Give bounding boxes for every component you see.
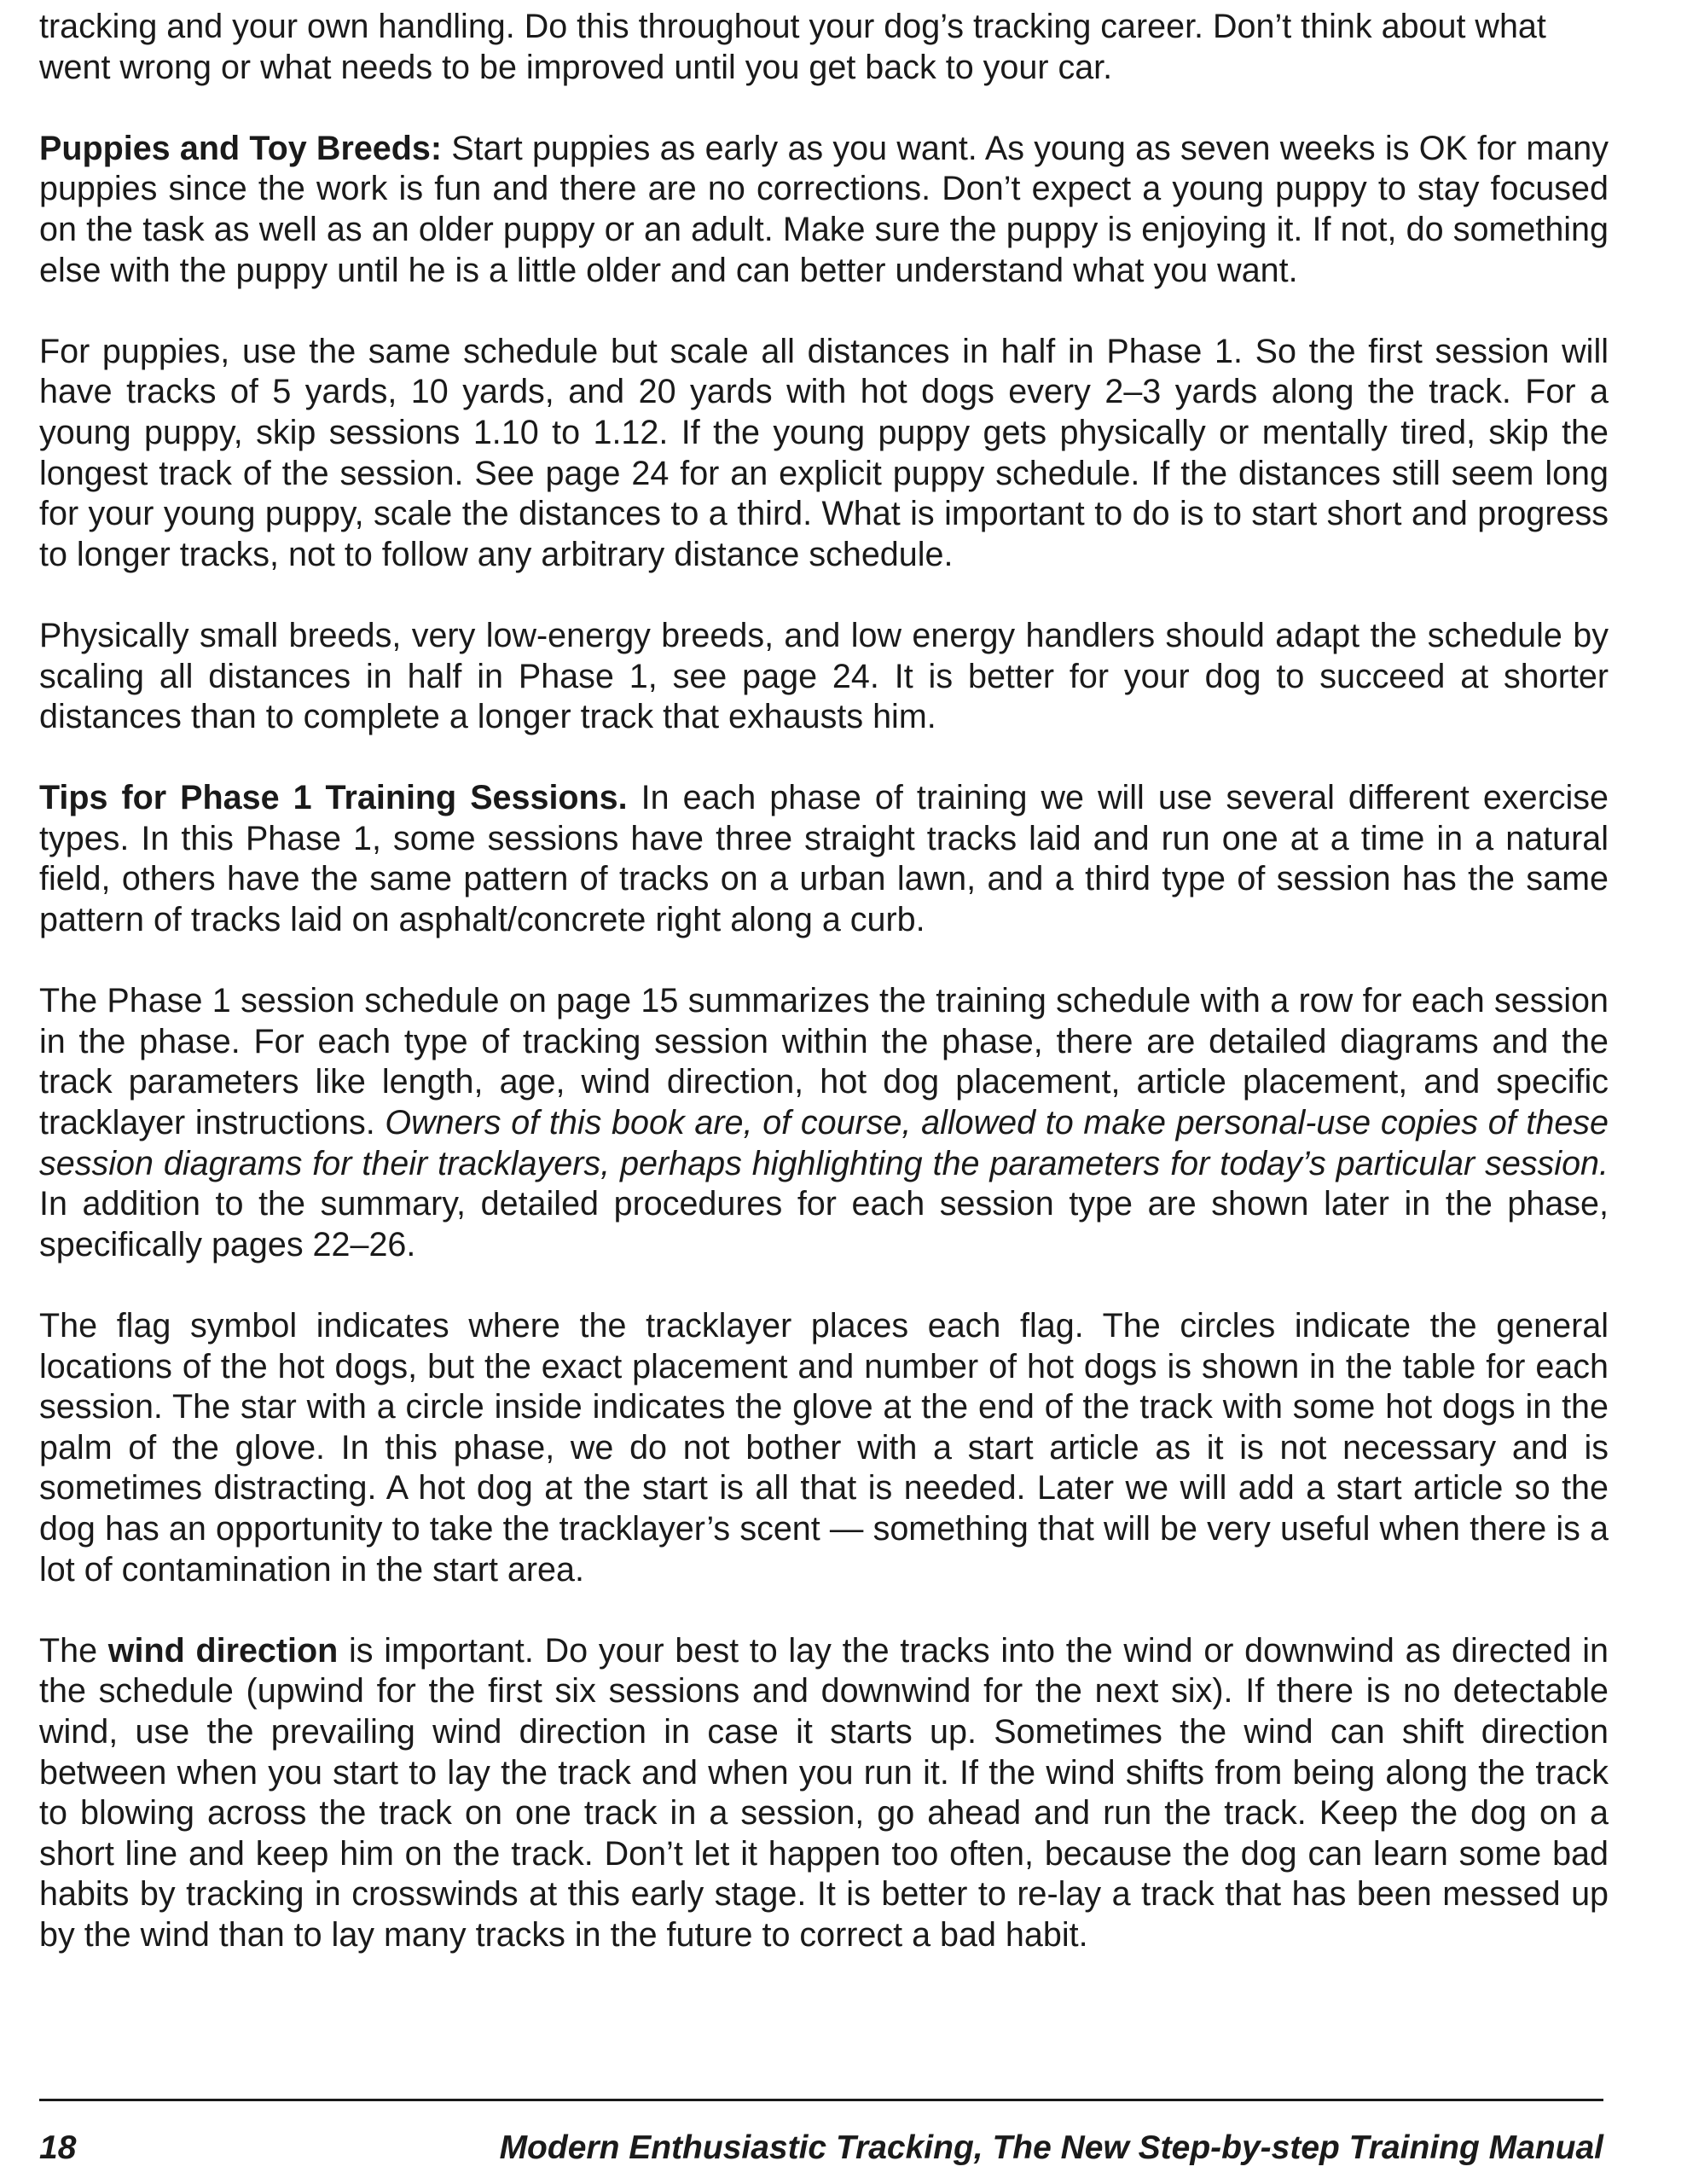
paragraph-text: tracking and your own handling. Do this throughout your dog’s tracking career. Don’t think about what went wrong or what needs to be improved until you get back to your car. bbox=[39, 8, 1546, 86]
footer-divider bbox=[39, 2099, 1603, 2101]
page-footer bbox=[39, 2128, 1603, 2169]
paragraph-heading: Tips for Phase 1 Training Sessions. bbox=[39, 779, 628, 817]
paragraph-text: For puppies, use the same schedule but scale all distances in half in Phase 1. So the first session will have tracks of 5 yards, 10 yards, and 20 yards with hot dogs every 2–3 yards along the track. For a young puppy, skip sessions 1.10 to 1.12. If the young puppy gets physically or mentally tired, skip the longest track of the session. See page 24 for an explicit puppy schedule. If the distances still seem long for your young puppy, scale the distances to a third. What is important to do is to start short and progress to longer tracks, not to follow any arbitrary distance schedule. bbox=[39, 332, 1609, 573]
book-title: Modern Enthusiastic Tracking, The New Step-by-step Training Manual bbox=[499, 2129, 1603, 2166]
paragraph-session-schedule bbox=[39, 981, 1609, 1265]
paragraph-puppy-schedule bbox=[39, 332, 1609, 576]
paragraph-bold-term: wind direction bbox=[107, 1631, 339, 1670]
paragraph-heading: Puppies and Toy Breeds: bbox=[39, 129, 443, 167]
paragraph-text: The bbox=[39, 1631, 108, 1670]
paragraph-text: In each phase of training we will use several different exercise types. In this Phase 1, some sessions have three straight tracks laid and run one at a time in a natural field, others have the same pattern of tracks on a urban lawn, and a third type of session has the same pattern of tracks laid on asphalt/concrete right along a curb. bbox=[39, 779, 1609, 939]
paragraph-text: In addition to the summary, detailed procedures for each session type are shown later in the phase, specifically pages 22–26. bbox=[39, 1185, 1609, 1263]
page-number: 18 bbox=[39, 2129, 77, 2166]
paragraph-continuation bbox=[39, 7, 1609, 88]
paragraph-text: The Phase 1 session schedule on page 15 summarizes the training schedule with a row for each session in the phase. For each type of tracking session within the phase, there are detailed diagrams and the track parameters like length, age, wind direction, hot dog placement, article placement, and specific tracklayer instructions. bbox=[39, 982, 1609, 1142]
paragraph-wind-direction bbox=[39, 1631, 1609, 1956]
paragraph-puppies bbox=[39, 129, 1609, 291]
paragraph-text: Physically small breeds, very low-energy breeds, and low energy handlers should adapt the schedule by scaling all distances in half in Phase 1, see page 24. It is better for your dog to succeed at shorter distances than to complete a longer track that exhausts him. bbox=[39, 616, 1609, 736]
page-body bbox=[39, 7, 1609, 1956]
paragraph-italic-note: Owners of this book are, of course, allowed to make personal-use copies of these session diagrams for their tracklayers, perhaps highlighting the parameters for today’s particular session. bbox=[39, 1104, 1609, 1182]
paragraph-flag-symbol bbox=[39, 1306, 1609, 1590]
paragraph-text: is important. Do your best to lay the tracks into the wind or downwind as directed in the schedule (upwind for the first six sessions and downwind for the next six). If there is no detectable wind, use the prevailing wind direction in case it starts up. Sometimes the wind can shift direction between when you start to lay the track and when you run it. If the wind shifts from being along the track to blowing across the track on one track in a session, go ahead and run the track. Keep the dog on a short line and keep him on the track. Don’t let it happen too often, because the dog can learn some bad habits by tracking in crosswinds at this early stage. It is better to re-lay a track that has been messed up by the wind than to lay many tracks in the future to correct a bad habit. bbox=[39, 1631, 1609, 1954]
paragraph-tips-phase1 bbox=[39, 778, 1609, 940]
paragraph-small-breeds bbox=[39, 616, 1609, 738]
paragraph-text: The flag symbol indicates where the tracklayer places each flag. The circles indicate the general locations of the hot dogs, but the exact placement and number of hot dogs is shown in the table for each session. The star with a circle inside indicates the glove at the end of the track with some hot dogs in the palm of the glove. In this phase, we do not bother with a start article as it is not necessary and is sometimes distracting. A hot dog at the start is all that is needed. Later we will add a start article so the dog has an opportunity to take the tracklayer’s scent — something that will be very useful when there is a lot of contamination in the start area. bbox=[39, 1307, 1609, 1589]
paragraph-text: Start puppies as early as you want. As young as seven weeks is OK for many puppies since the work is fun and there are no corrections. Don’t expect a young puppy to stay focused on the task as well as an older puppy or an adult. Make sure the puppy is enjoying it. If not, do something else with the puppy until he is a little older and can better understand what you want. bbox=[39, 129, 1609, 289]
